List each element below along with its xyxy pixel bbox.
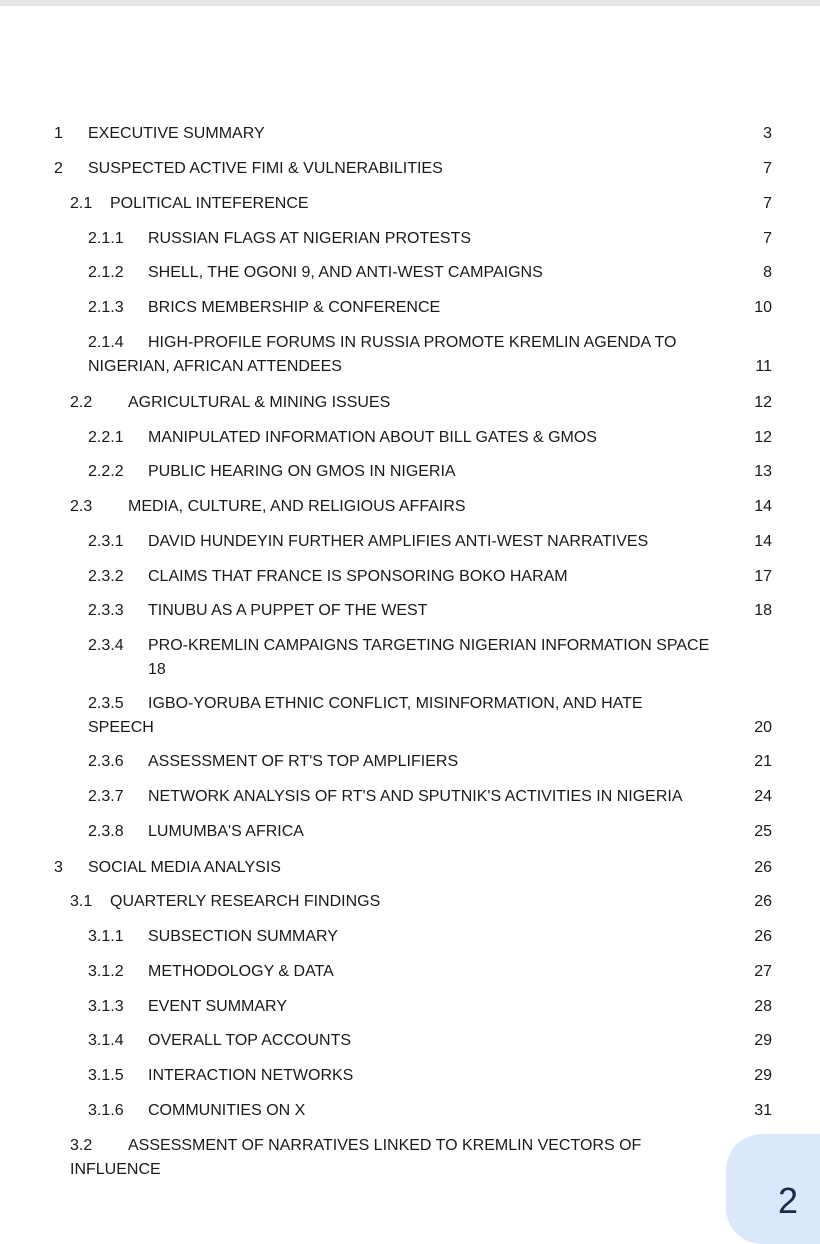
toc-page: 25 [754, 823, 772, 840]
toc-number: 2.1.1 [88, 230, 124, 247]
toc-number: 2.3.7 [88, 788, 124, 805]
toc-title: ASSESSMENT OF RT'S TOP AMPLIFIERS [148, 753, 459, 770]
toc-page: 14 [754, 498, 772, 515]
toc-number: 3.1 [70, 893, 93, 910]
toc-title: RUSSIAN FLAGS AT NIGERIAN PROTESTS [148, 230, 472, 247]
toc-page: 7 [763, 195, 772, 212]
toc-title: SUBSECTION SUMMARY [148, 928, 338, 945]
toc-number: 2.3.2 [88, 568, 124, 585]
top-bar [0, 0, 820, 6]
toc-page: 31 [754, 1102, 772, 1119]
toc-title: CLAIMS THAT FRANCE IS SPONSORING BOKO HARAM [148, 568, 568, 585]
toc-title: MEDIA, CULTURE, AND RELIGIOUS AFFAIRS [128, 498, 466, 515]
toc-number: 2.3.8 [88, 823, 124, 840]
toc-page: 7 [763, 230, 772, 247]
toc-title: HIGH-PROFILE FORUMS IN RUSSIA PROMOTE KREMLIN AGENDA TO [148, 334, 677, 351]
toc-title: IGBO-YORUBA ETHNIC CONFLICT, MISINFORMATION, AND HATE [148, 695, 643, 712]
toc-number: 2.3.1 [88, 533, 124, 550]
toc-title: EVENT SUMMARY [148, 998, 287, 1015]
toc-number: 2.1 [70, 195, 93, 212]
toc-number: 3.1.4 [88, 1032, 124, 1049]
toc-page: 24 [754, 788, 772, 805]
toc-number: 3.1.3 [88, 998, 124, 1015]
toc-number: 2.3.3 [88, 602, 124, 619]
toc-page: 10 [754, 299, 772, 316]
toc-title: PRO-KREMLIN CAMPAIGNS TARGETING NIGERIAN INFORMATION SPACE [148, 637, 710, 654]
toc-title: TINUBU AS A PUPPET OF THE WEST [148, 602, 428, 619]
toc-number: 3.1.6 [88, 1102, 124, 1119]
fab-label: 2 [778, 1180, 799, 1221]
toc-title: OVERALL TOP ACCOUNTS [148, 1032, 352, 1049]
toc-number: 2.2 [70, 394, 93, 411]
toc-title: ASSESSMENT OF NARRATIVES LINKED TO KREMLIN VECTORS OF [128, 1137, 642, 1154]
toc-title: PUBLIC HEARING ON GMOS IN NIGERIA [148, 463, 456, 480]
floating-action-button[interactable] [726, 1134, 820, 1244]
toc-title: QUARTERLY RESEARCH FINDINGS [110, 893, 381, 910]
toc-page: 13 [754, 463, 772, 480]
toc-title: BRICS MEMBERSHIP & CONFERENCE [148, 299, 441, 316]
toc-page-wrapped: 18 [148, 661, 166, 678]
toc-page: 12 [754, 394, 772, 411]
toc-number: 2.1.3 [88, 299, 124, 316]
toc-number: 3.2 [70, 1137, 93, 1154]
toc-page: 18 [754, 602, 772, 619]
toc-page: 12 [754, 429, 772, 446]
toc-page: 29 [754, 1067, 772, 1084]
toc-number: 3.1.1 [88, 928, 124, 945]
toc-title: POLITICAL INTEFERENCE [110, 195, 309, 212]
toc-title: COMMUNITIES ON X [148, 1102, 306, 1119]
toc-number: 2.3.6 [88, 753, 124, 770]
toc-title: SOCIAL MEDIA ANALYSIS [88, 859, 281, 876]
toc-number: 2.3 [70, 498, 93, 515]
toc-number: 2.1.4 [88, 334, 124, 351]
toc-title: METHODOLOGY & DATA [148, 963, 334, 980]
toc-title-continued: SPEECH [88, 719, 154, 736]
toc-number: 2.1.2 [88, 264, 124, 281]
toc-page: 8 [763, 264, 772, 281]
toc-number: 2.3.5 [88, 695, 124, 712]
toc-title: NETWORK ANALYSIS OF RT'S AND SPUTNIK'S ACTIVITIES IN NIGERIA [148, 788, 683, 805]
toc-number: 3.1.2 [88, 963, 124, 980]
toc-title: LUMUMBA'S AFRICA [148, 823, 304, 840]
toc-page: 26 [754, 893, 772, 910]
toc-number: 2 [54, 160, 63, 177]
toc-number: 1 [54, 125, 63, 142]
toc-number: 2.2.1 [88, 429, 124, 446]
toc-page: 3 [763, 125, 772, 142]
toc-page: 28 [754, 998, 772, 1015]
toc-title: SUSPECTED ACTIVE FIMI & VULNERABILITIES [88, 160, 443, 177]
toc-title: MANIPULATED INFORMATION ABOUT BILL GATES & GMOS [148, 429, 597, 446]
toc-number: 3.1.5 [88, 1067, 124, 1084]
toc-number: 3 [54, 859, 63, 876]
toc-page: 7 [763, 160, 772, 177]
toc-title: EXECUTIVE SUMMARY [88, 125, 265, 142]
toc-page: 27 [754, 963, 772, 980]
toc-title: DAVID HUNDEYIN FURTHER AMPLIFIES ANTI-WEST NARRATIVES [148, 533, 649, 550]
toc-page: 29 [754, 1032, 772, 1049]
toc-number: 2.2.2 [88, 463, 124, 480]
toc-page: 26 [754, 859, 772, 876]
toc-number: 2.3.4 [88, 637, 124, 654]
toc-title: AGRICULTURAL & MINING ISSUES [128, 394, 391, 411]
toc-title-continued: NIGERIAN, AFRICAN ATTENDEES [88, 358, 342, 375]
toc-page: 26 [754, 928, 772, 945]
toc-page: 14 [754, 533, 772, 550]
toc-page: 21 [754, 753, 772, 770]
toc-title-continued: INFLUENCE [70, 1161, 161, 1178]
toc-page: 20 [754, 719, 772, 736]
toc-page: 11 [755, 358, 772, 375]
toc-page: 17 [754, 568, 772, 585]
toc-title: SHELL, THE OGONI 9, AND ANTI-WEST CAMPAIGNS [148, 264, 543, 281]
toc-title: INTERACTION NETWORKS [148, 1067, 354, 1084]
